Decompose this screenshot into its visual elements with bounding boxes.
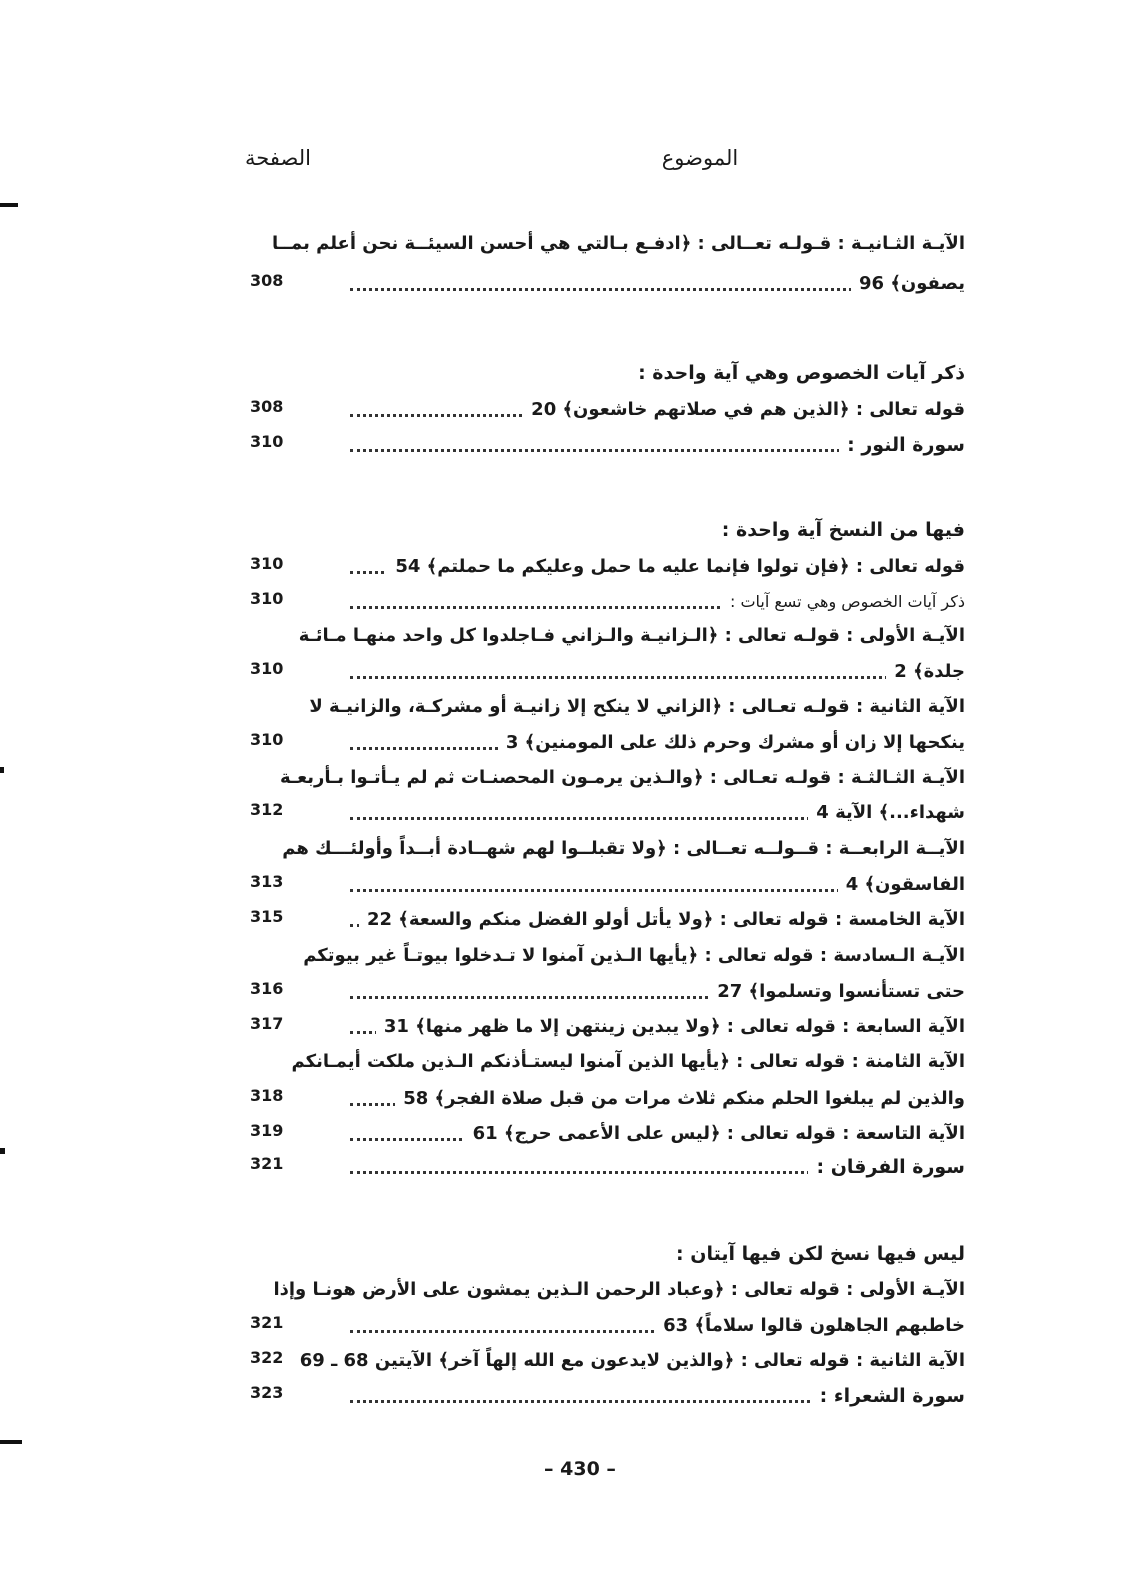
- section-heading: [250, 357, 965, 389]
- entry-page-number: 313: [250, 872, 284, 891]
- entry-text: ذكر آيات الخصوص وهي تسع آيات :: [336, 586, 965, 618]
- scan-edge-mark: [0, 203, 18, 207]
- scan-edge-mark: [0, 1440, 22, 1444]
- index-entry: [250, 228, 965, 260]
- entry-text: الآيـة الأولى : قولـه تعالى : ﴿الـزانيـة والـزاني فـاجلدوا كل واحد منهـا مـائـة: [336, 620, 965, 652]
- entry-text: والذين لم يبلغوا الحلم منكم ثلاث مرات من قبل صلاة الفجر﴾ 58: [336, 1083, 965, 1115]
- index-entry: [250, 656, 965, 688]
- entry-text: الآية الثانية : قولـه تعـالى : ﴿الزاني لا ينكح إلا زانيـة أو مشركـة، والزانيـة لا: [336, 691, 965, 723]
- entry-text: قوله تعالى : ﴿الذين هم في صلاتهم خاشعون﴾ 20: [336, 394, 965, 426]
- entry-page-number: 310: [250, 432, 284, 451]
- page-column-header: الصفحة: [245, 146, 311, 170]
- index-entry: [250, 620, 965, 652]
- surah-entry: [250, 1151, 965, 1183]
- entry-text: الآيـة الثـالثـة : قولـه تعـالى : ﴿والـذين يرمـون المحصنـات ثم لم يـأتـوا بـأربعـة: [336, 762, 965, 794]
- page-number-footer: – 430 –: [544, 1458, 616, 1480]
- entry-page-number: 317: [250, 1014, 284, 1033]
- entry-text: الفاسقون﴾ 4: [336, 869, 965, 901]
- entry-page-number: 321: [250, 1313, 284, 1332]
- entry-text: قوله تعالى : ﴿فإن تولوا فإنما عليه ما حمل وعليكم ما حملتم﴾ 54: [336, 551, 965, 583]
- surah-entry: [250, 429, 965, 461]
- index-entry: [250, 1118, 965, 1150]
- entry-text: حتى تستأنسوا وتسلموا﴾ 27: [336, 976, 965, 1008]
- entry-text: الآيــة الرابعــة : قــولــه تعــالى : ﴿ولا تقبلــوا لهم شهــادة أبــداً وأولئـــك هم: [336, 833, 965, 865]
- index-entry: [250, 762, 965, 794]
- index-entry: [250, 833, 965, 865]
- entry-text: ليس فيها نسخ لكن فيها آيتان :: [336, 1238, 965, 1270]
- entry-page-number: 308: [250, 271, 284, 290]
- index-entry: [250, 940, 965, 972]
- entry-text: سورة الشعراء :: [336, 1380, 965, 1412]
- entry-text: الآية التاسعة : قوله تعالى : ﴿ليس على الأعمى حرج﴾ 61: [336, 1118, 965, 1150]
- entry-text: الآية الخامسة : قوله تعالى : ﴿ولا يأتل أولو الفضل منكم والسعة﴾ 22: [336, 904, 965, 936]
- entry-page-number: 321: [250, 1154, 284, 1173]
- entry-text: فيها من النسخ آية واحدة :: [336, 514, 965, 546]
- surah-entry: [250, 1380, 965, 1412]
- entry-page-number: 323: [250, 1383, 284, 1402]
- entry-text: جلدة﴾ 2: [336, 656, 965, 688]
- entry-text: سورة النور :: [336, 429, 965, 461]
- entry-page-number: 318: [250, 1086, 284, 1105]
- index-entry: [250, 268, 965, 300]
- index-entry: [250, 797, 965, 829]
- section-heading: [250, 514, 965, 546]
- entry-page-number: 315: [250, 907, 284, 926]
- topic-column-header: الموضوع: [661, 146, 739, 170]
- index-entry: [250, 691, 965, 723]
- entry-page-number: 316: [250, 979, 284, 998]
- index-entry: [250, 586, 965, 618]
- index-entry: [250, 1083, 965, 1115]
- scan-edge-mark: [0, 767, 4, 773]
- entry-page-number: 322: [250, 1348, 284, 1367]
- entry-text: الآية السابعة : قوله تعالى : ﴿ولا يبدين زينتهن إلا ما ظهر منها﴾ 31: [336, 1011, 965, 1043]
- index-entry: [250, 976, 965, 1008]
- index-entry: [250, 1274, 965, 1306]
- index-entry: [250, 1046, 965, 1078]
- index-entry: [250, 869, 965, 901]
- index-entry: [250, 1011, 965, 1043]
- index-entry: [250, 1345, 965, 1377]
- entry-text: الآيـة الـسادسة : قوله تعالى : ﴿يأيها الـذين آمنوا لا تـدخلوا بيوتـاً غير بيوتكم: [336, 940, 965, 972]
- index-entry: [250, 727, 965, 759]
- index-entry: [250, 551, 965, 583]
- entry-page-number: 310: [250, 659, 284, 678]
- entry-page-number: 312: [250, 800, 284, 819]
- index-entry: [250, 1310, 965, 1342]
- entry-text: ينكحها إلا زان أو مشرك وحرم ذلك على المومنين﴾ 3: [336, 727, 965, 759]
- entry-page-number: 310: [250, 554, 284, 573]
- entry-page-number: 310: [250, 730, 284, 749]
- entry-page-number: 308: [250, 397, 284, 416]
- entry-text: خاطبهم الجاهلون قالوا سلاماً﴾ 63: [336, 1310, 965, 1342]
- entry-text: الآية الثانية : قوله تعالى : ﴿والذين لايدعون مع الله إلهاً آخر﴾ الآيتين 68 ـ 69: [336, 1345, 965, 1377]
- section-heading: [250, 1238, 965, 1270]
- entry-text: الآيـة الثـانيـة : قـولـه تعــالى : ﴿ادفـع بـالتي هي أحسن السيئــة نحن أعلم بمــا: [336, 228, 965, 260]
- scan-edge-mark: [0, 1148, 5, 1154]
- entry-text: سورة الفرقان :: [336, 1151, 965, 1183]
- index-entry: [250, 904, 965, 936]
- entry-page-number: 310: [250, 589, 284, 608]
- entry-text: يصفون﴾ 96: [336, 268, 965, 300]
- entry-text: الآية الثامنة : قوله تعالى : ﴿يأيها الذين آمنوا ليستـأذنكم الـذين ملكت أيمـانكم: [336, 1046, 965, 1078]
- entry-text: ذكر آيات الخصوص وهي آية واحدة :: [336, 357, 965, 389]
- entry-text: الآيـة الأولى : قوله تعالى : ﴿وعباد الرحمن الـذين يمشون على الأرض هونـا وإذا: [336, 1274, 965, 1306]
- entry-text: شهداء...﴾ الآية 4: [336, 797, 965, 829]
- entry-page-number: 319: [250, 1121, 284, 1140]
- index-entry: [250, 394, 965, 426]
